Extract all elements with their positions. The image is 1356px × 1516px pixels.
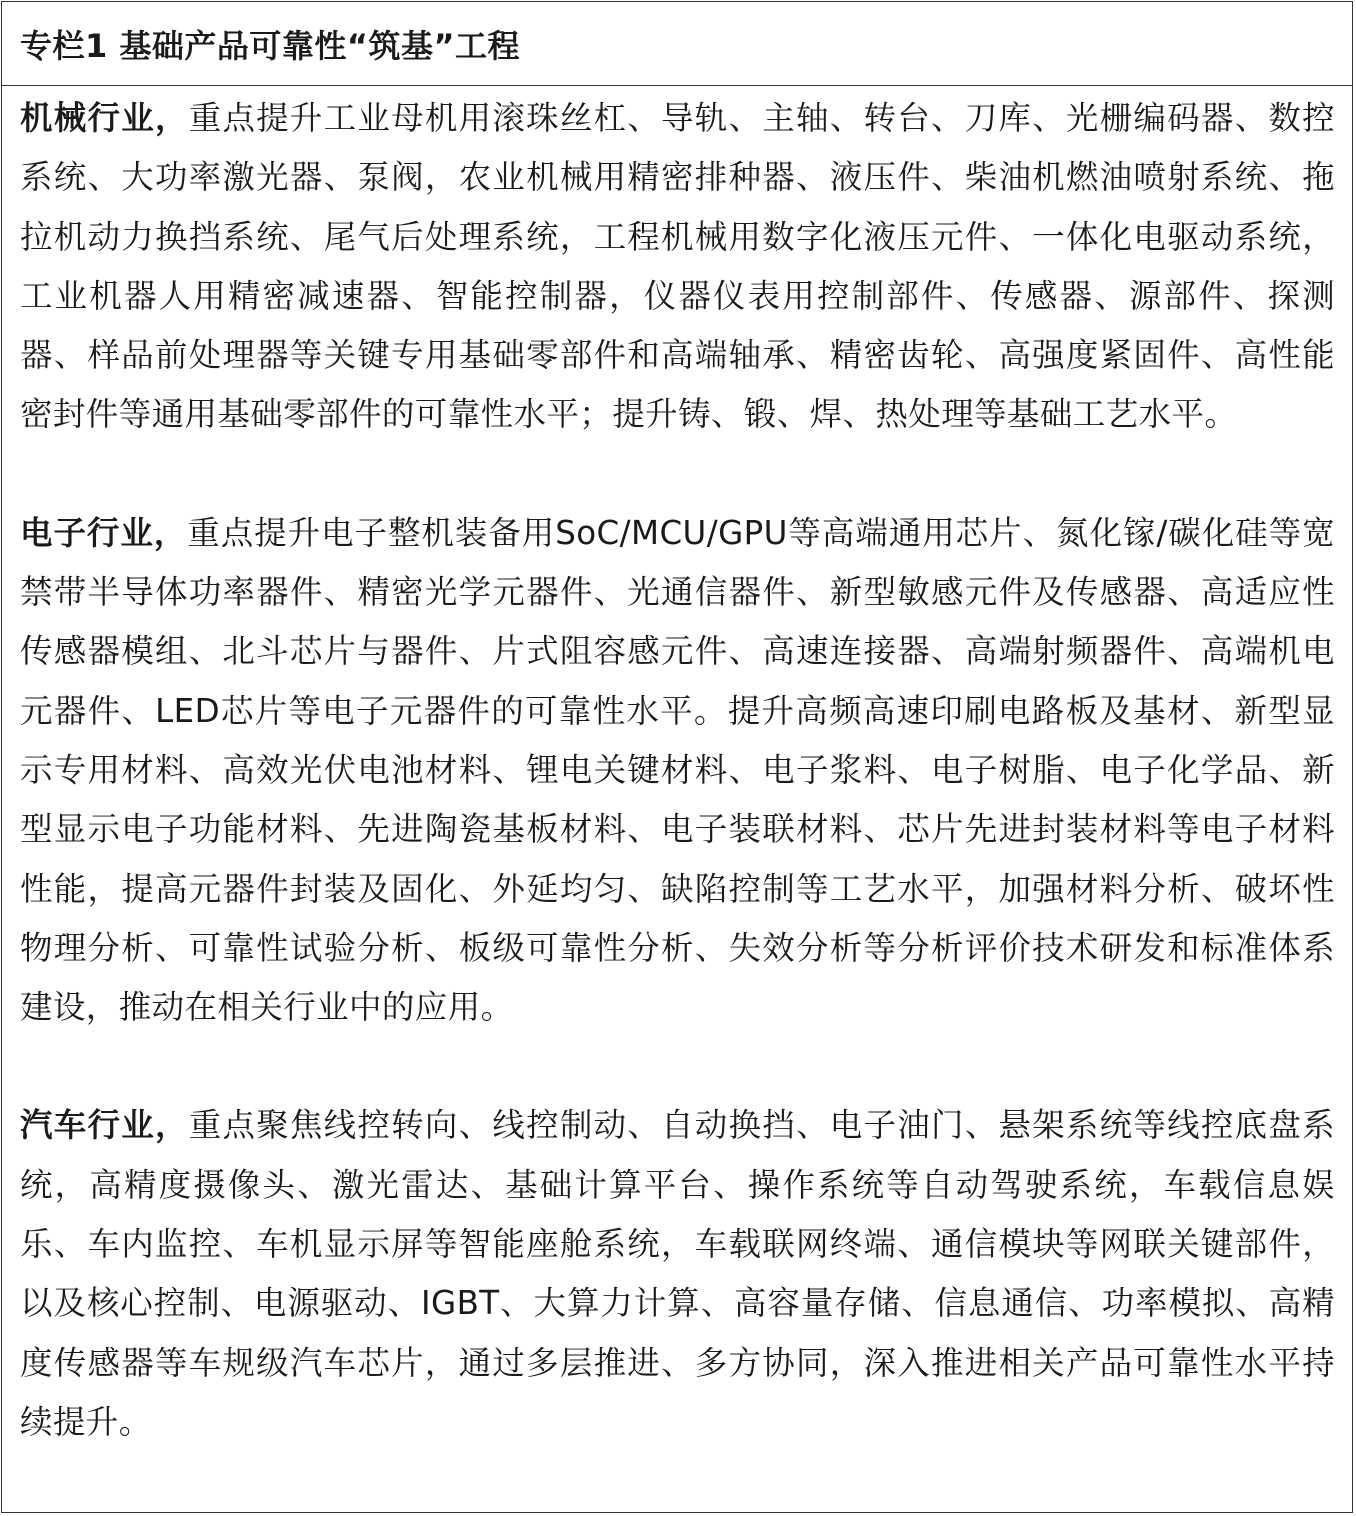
section-electronics [20, 504, 1335, 1038]
section-automotive [20, 1096, 1335, 1452]
column-title: 专栏1 基础产品可靠性“筑基”工程 [20, 26, 520, 65]
column-header [2, 2, 1352, 86]
section-electronics-lead: 电子行业， [20, 513, 188, 552]
column-body [2, 89, 1352, 1452]
section-automotive-lead: 汽车行业， [20, 1106, 189, 1145]
column-box [1, 1, 1353, 1513]
section-automotive-text: 重点聚焦线控转向、线控制动、自动换挡、电子油门、悬架系统等线控底盘系统，高精度摄像头、激光雷达、基础计算平台、操作系统等自动驾驶系统，车载信息娱乐、车内监控、车机显示屏等智能座舱系统，车载联网终端、通信模块等网联关键部件，以及核心控制、电源驱动、IGBT、大算力计算、高容量存储、信息通信、功率模拟、高精度传感器等车规级汽车芯片，通过多层推进、多方协同，深入推进相关产品可靠性水平持续提升。 [20, 1106, 1335, 1441]
section-electronics-text: 重点提升电子整机装备用SoC/MCU/GPU等高端通用芯片、氮化镓/碳化硅等宽禁带半导体功率器件、精密光学元器件、光通信器件、新型敏感元件及传感器、高适应性传感器模组、北斗芯片与器件、片式阻容感元件、高速连接器、高端射频器件、高端机电元器件、LED芯片等电子元器件的可靠性水平。提升高频高速印刷电路板及基材、新型显示专用材料、高效光伏电池材料、锂电关键材料、电子浆料、电子树脂、电子化学品、新型显示电子功能材料、先进陶瓷基板材料、电子装联材料、芯片先进封装材料等电子材料性能，提高元器件封装及固化、外延均匀、缺陷控制等工艺水平，加强材料分析、破坏性物理分析、可靠性试验分析、板级可靠性分析、失效分析等分析评价技术研发和标准体系建设，推动在相关行业中的应用。 [20, 513, 1335, 1027]
section-machinery [20, 89, 1335, 445]
section-machinery-text: 重点提升工业母机用滚珠丝杠、导轨、主轴、转台、刀库、光栅编码器、数控系统、大功率激光器、泵阀，农业机械用精密排种器、液压件、柴油机燃油喷射系统、拖拉机动力换挡系统、尾气后处理系统，工程机械用数字化液压元件、一体化电驱动系统，工业机器人用精密减速器、智能控制器，仪器仪表用控制部件、传感器、源部件、探测器、样品前处理器等关键专用基础零部件和高端轴承、精密齿轮、高强度紧固件、高性能密封件等通用基础零部件的可靠性水平；提升铸、锻、焊、热处理等基础工艺水平。 [20, 99, 1335, 434]
section-machinery-lead: 机械行业， [20, 99, 189, 137]
